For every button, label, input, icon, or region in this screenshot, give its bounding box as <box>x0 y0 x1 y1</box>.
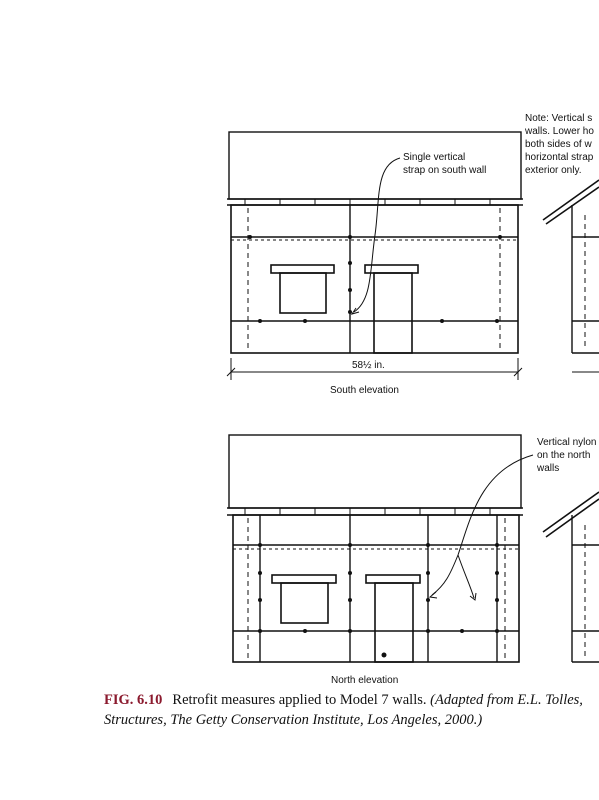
caption-source-line-2: Structures, The Getty Conservation Institute, Los Angeles, 2000.) <box>104 712 483 728</box>
north-callout-line-3: walls <box>537 463 560 474</box>
south-callout-line-1: Single vertical <box>403 152 466 163</box>
note-line-5: exterior only. <box>525 165 582 176</box>
dimension-label: 58½ in. <box>352 360 385 371</box>
note-line-3: both sides of w <box>525 139 592 150</box>
north-callout-line-2: on the north <box>537 450 591 461</box>
south-elevation-title: South elevation <box>330 385 399 396</box>
note-text <box>524 113 594 176</box>
north-elevation-title: North elevation <box>331 675 399 686</box>
figure-caption <box>104 690 599 730</box>
south-callout-line-2: strap on south wall <box>403 165 487 176</box>
note-line-1: Note: Vertical s <box>525 113 593 124</box>
north-callout-line-1: Vertical nylon <box>537 437 597 448</box>
note-line-2: walls. Lower ho <box>525 126 594 137</box>
caption-source-line-1: (Adapted from E.L. Tolles, <box>430 692 583 708</box>
caption-line-1 <box>104 690 599 710</box>
note-line-4: horizontal strap <box>525 152 594 163</box>
caption-text: Retrofit measures applied to Model 7 walls. <box>172 692 427 708</box>
figure-number: FIG. 6.10 <box>104 692 163 708</box>
